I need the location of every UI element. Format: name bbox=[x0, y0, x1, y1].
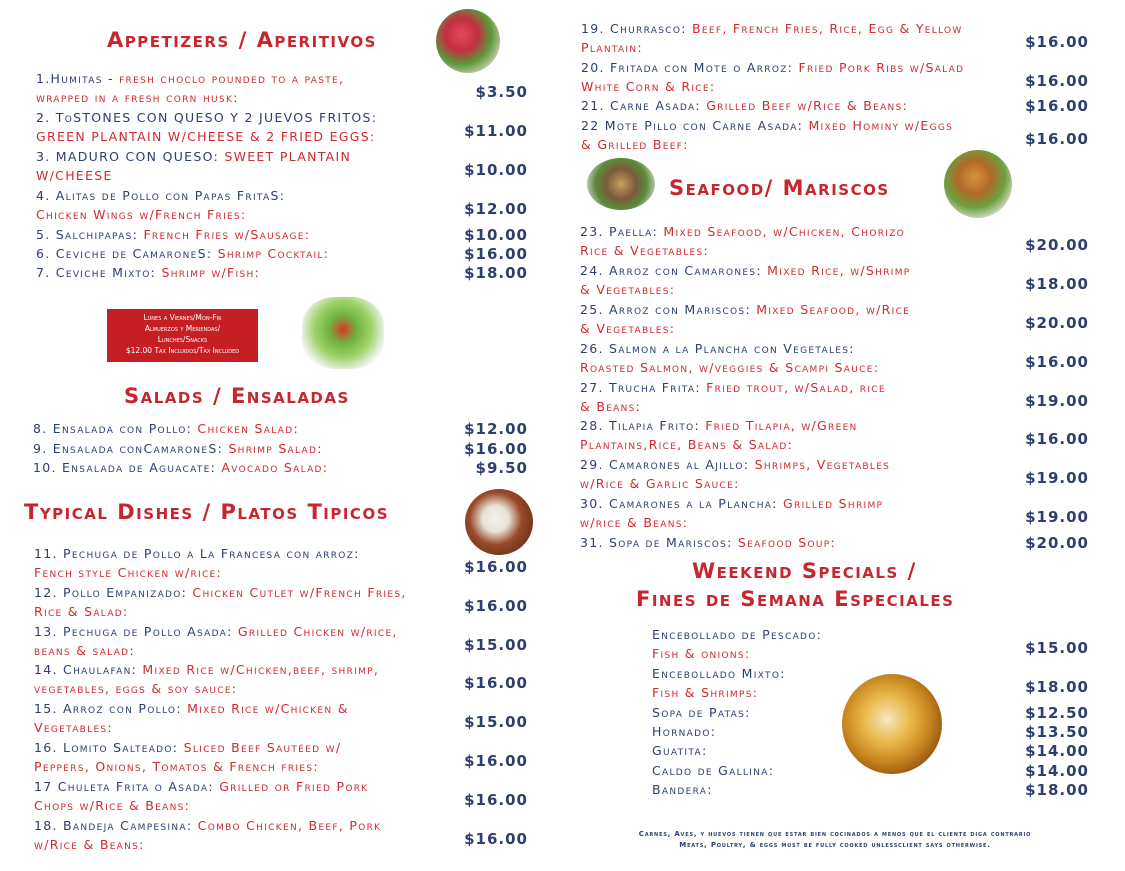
menu-item-line bbox=[580, 341, 855, 357]
item-name: 2. ToSTONES CON QUESO Y 2 JUEVOS FRITOS: bbox=[36, 110, 378, 125]
menu-item-line bbox=[581, 40, 643, 56]
item-description: Mixed Rice, w/Shrimp bbox=[767, 263, 911, 278]
appetizers-heading: Appetizers / Aperitivos bbox=[107, 28, 377, 52]
menu-item-line bbox=[36, 71, 344, 87]
item-price: $18.00 bbox=[464, 264, 528, 282]
menu-item-line bbox=[34, 585, 407, 601]
menu-item-line bbox=[580, 282, 675, 298]
item-description: Shrimp w/Fish: bbox=[161, 265, 261, 280]
item-description: & Vegetables: bbox=[580, 321, 676, 336]
menu-item-line bbox=[652, 627, 822, 643]
item-price: $19.00 bbox=[1025, 468, 1089, 487]
menu-item-line bbox=[36, 188, 285, 204]
menu-item-line bbox=[36, 207, 247, 223]
item-name: 17 Chuleta Frita o Asada: bbox=[34, 779, 220, 794]
item-description: GREEN PLANTAIN W/CHEESE & 2 FRIED EGGS: bbox=[36, 129, 376, 144]
lunch-line-4: $12.00 Tax Incluidos/Tax Included bbox=[125, 346, 240, 355]
menu-item-line bbox=[34, 701, 349, 717]
menu-item-line bbox=[33, 441, 323, 457]
item-description: Fench style Chicken w/rice: bbox=[34, 565, 223, 580]
item-description: White Corn & Rice: bbox=[581, 79, 716, 94]
item-description: Shrimp Cocktail: bbox=[217, 246, 330, 261]
item-name: 6. Ceviche de CamaroneS: bbox=[36, 246, 218, 261]
footnote-english: Meats, Poultry, & eggs must be fully cooked unlessclient says otherwise. bbox=[679, 841, 991, 849]
item-name: Caldo de Gallina: bbox=[652, 763, 775, 778]
item-price: $16.00 bbox=[464, 673, 528, 692]
menu-item-line bbox=[34, 720, 113, 736]
item-name: 5. Salchipapas: bbox=[36, 227, 144, 242]
menu-item-line bbox=[34, 837, 145, 853]
item-price: $16.00 bbox=[1025, 429, 1089, 448]
item-price: $14.00 bbox=[1025, 762, 1089, 780]
item-price: $16.00 bbox=[464, 751, 528, 770]
weekend-heading-2: Fines de Semana Especiales bbox=[636, 587, 955, 611]
item-price: $14.00 bbox=[1025, 742, 1089, 760]
menu-item-line bbox=[652, 782, 713, 798]
item-description: Vegetables: bbox=[34, 720, 113, 735]
item-description: Fried trout, w/Salad, rice bbox=[706, 380, 886, 395]
item-name: 11. Pechuga de Pollo a La Francesa con arroz: bbox=[34, 546, 360, 561]
menu-item-line bbox=[34, 662, 379, 678]
item-description: Roasted Salmon, w/veggies & Scampi Sauce: bbox=[580, 360, 880, 375]
item-name: Guatita: bbox=[652, 743, 708, 758]
item-description: Rice & Salad: bbox=[34, 604, 129, 619]
menu-item-line bbox=[580, 321, 675, 337]
menu-item-line bbox=[36, 149, 351, 165]
item-price: $15.00 bbox=[464, 712, 528, 731]
item-description: Chicken Wings w/French Fries: bbox=[36, 207, 247, 222]
menu-item-line bbox=[36, 246, 329, 262]
item-price: $20.00 bbox=[1025, 534, 1089, 552]
item-name: 28. Tilapia Frito: bbox=[580, 418, 706, 433]
menu-item-line bbox=[581, 137, 689, 153]
soup-photo bbox=[842, 674, 942, 774]
typical-dishes-heading: Typical Dishes / Platos Tipicos bbox=[24, 500, 389, 524]
item-name: 12. Pollo Empanizado: bbox=[34, 585, 193, 600]
item-price: $19.00 bbox=[1025, 507, 1089, 526]
item-price: $15.00 bbox=[464, 635, 528, 654]
item-price: $13.50 bbox=[1025, 723, 1089, 741]
item-name: 21. Carne Asada: bbox=[581, 98, 707, 113]
item-price: $18.00 bbox=[1025, 781, 1089, 799]
item-name: 9. Ensalada conCamaroneS: bbox=[33, 441, 229, 456]
item-description: Peppers, Onions, Tomatos & French fries: bbox=[34, 759, 319, 774]
item-description: Avocado Salad: bbox=[221, 460, 329, 475]
item-description: Mixed Rice w/Chicken,beef, shrimp, bbox=[142, 662, 380, 677]
item-description: Grilled or Fried Pork bbox=[219, 779, 369, 794]
item-name: 20. Fritada con Mote o Arroz: bbox=[581, 60, 799, 75]
menu-item-line bbox=[34, 604, 129, 620]
menu-item-line bbox=[580, 302, 910, 318]
item-price: $16.00 bbox=[1025, 97, 1089, 115]
menu-item-line bbox=[34, 798, 190, 814]
appetizer-photo bbox=[436, 9, 500, 73]
lunch-line-3: Lunches/Snacks bbox=[157, 335, 208, 344]
item-price: $16.00 bbox=[1025, 71, 1089, 90]
menu-item-line bbox=[652, 724, 716, 740]
menu-item-line bbox=[580, 437, 793, 453]
item-description: Fried Tilapia, w/Green bbox=[705, 418, 858, 433]
item-price: $16.00 bbox=[464, 557, 528, 576]
menu-item-line bbox=[580, 399, 641, 415]
item-description: & Beans: bbox=[580, 399, 642, 414]
seafood-photo-left bbox=[587, 158, 655, 210]
seafood-photo-right bbox=[944, 150, 1012, 218]
item-description: Grilled Shrimp bbox=[783, 496, 884, 511]
item-description: w/Rice & Garlic Sauce: bbox=[580, 476, 740, 491]
item-description: Mixed Hominy w/Eggs bbox=[808, 118, 954, 133]
item-description: Plantain: bbox=[581, 40, 643, 55]
item-price: $9.50 bbox=[475, 459, 528, 477]
item-name: Hornado: bbox=[652, 724, 717, 739]
item-description: & Grilled Beef: bbox=[581, 137, 689, 152]
menu-item-line bbox=[580, 515, 688, 531]
menu-item-line bbox=[34, 681, 237, 697]
item-name: 10. Ensalada de Aguacate: bbox=[33, 460, 222, 475]
item-description: Combo Chicken, Beef, Pork bbox=[197, 818, 382, 833]
item-price: $12.00 bbox=[464, 199, 528, 218]
item-description: & Vegetables: bbox=[580, 282, 676, 297]
item-name: 31. Sopa de Mariscos: bbox=[580, 535, 738, 550]
menu-item-line bbox=[580, 496, 883, 512]
menu-item-line bbox=[580, 380, 886, 396]
menu-item-line bbox=[36, 90, 239, 106]
menu-item-line bbox=[581, 79, 715, 95]
item-name: Sopa de Patas: bbox=[652, 705, 751, 720]
menu-item-line bbox=[34, 565, 222, 581]
item-description: Fish & onions: bbox=[652, 646, 751, 661]
item-description: Chicken Salad: bbox=[197, 421, 299, 436]
item-price: $11.00 bbox=[464, 121, 528, 140]
item-description: Mixed Seafood, w/Rice bbox=[756, 302, 911, 317]
item-price: $10.00 bbox=[464, 160, 528, 179]
item-name: 1.Humitas - bbox=[36, 71, 120, 86]
menu-item-line bbox=[34, 759, 319, 775]
item-price: $18.00 bbox=[1025, 677, 1089, 696]
item-description: Rice & Vegetables: bbox=[580, 243, 710, 258]
item-description: W/CHEESE bbox=[36, 168, 113, 183]
item-price: $12.00 bbox=[464, 420, 528, 438]
item-price: $3.50 bbox=[475, 82, 528, 101]
item-description: Chops w/Rice & Beans: bbox=[34, 798, 191, 813]
item-price: $10.00 bbox=[464, 226, 528, 244]
item-price: $12.50 bbox=[1025, 704, 1089, 722]
menu-item-line bbox=[581, 60, 964, 76]
item-name: 14. Chaulafan: bbox=[34, 662, 143, 677]
menu-item-line bbox=[580, 243, 709, 259]
item-description: Beef, French Fries, Rice, Egg & Yellow bbox=[692, 21, 963, 36]
lunch-special-box bbox=[107, 309, 258, 362]
menu-item-line bbox=[36, 129, 376, 145]
item-price: $16.00 bbox=[1025, 32, 1089, 51]
item-price: $16.00 bbox=[464, 440, 528, 458]
item-description: Seafood Soup: bbox=[737, 535, 837, 550]
menu-item-line bbox=[580, 535, 836, 551]
menu-item-line bbox=[580, 224, 905, 240]
item-description: vegetables, eggs & soy sauce: bbox=[34, 681, 238, 696]
item-price: $16.00 bbox=[464, 245, 528, 263]
item-name: 27. Trucha Frita: bbox=[580, 380, 707, 395]
item-price: $20.00 bbox=[1025, 313, 1089, 332]
weekend-heading-1: Weekend Specials / bbox=[692, 559, 917, 583]
lunch-line-2: Almuerzos y Meriendas/ bbox=[144, 324, 221, 333]
item-price: $20.00 bbox=[1025, 235, 1089, 254]
item-name: Encebollado Mixto: bbox=[652, 666, 786, 681]
menu-item-line bbox=[652, 705, 751, 721]
item-description: beans & salad: bbox=[34, 643, 135, 658]
menu-item-line bbox=[34, 624, 398, 640]
item-description: Shrimps, Vegetables bbox=[754, 457, 891, 472]
item-description: Plantains,Rice, Beans & Salad: bbox=[580, 437, 794, 452]
item-price: $16.00 bbox=[464, 790, 528, 809]
lunch-line-1: Lunes a Viernes/Mon-Fri bbox=[143, 313, 222, 322]
menu-item-line bbox=[36, 265, 260, 281]
item-price: $18.00 bbox=[1025, 274, 1089, 293]
item-description: Shrimp Salad: bbox=[228, 441, 323, 456]
menu-item-line bbox=[652, 646, 750, 662]
item-name: 22 Mote Pillo con Carne Asada: bbox=[581, 118, 809, 133]
item-name: 23. Paella: bbox=[580, 224, 664, 239]
menu-item-line bbox=[36, 168, 113, 184]
item-description: SWEET PLANTAIN bbox=[224, 149, 352, 164]
menu-item-line bbox=[580, 418, 858, 434]
item-description: w/rice & Beans: bbox=[580, 515, 689, 530]
item-description: Grilled Beef w/Rice & Beans: bbox=[706, 98, 909, 113]
item-name: 7. Ceviche Mixto: bbox=[36, 265, 162, 280]
item-name: 8. Ensalada con Pollo: bbox=[33, 421, 198, 436]
menu-item-line bbox=[34, 546, 360, 562]
menu-item-line bbox=[581, 21, 963, 37]
item-description: Fried Pork Ribs w/Salad bbox=[798, 60, 965, 75]
item-name: 24. Arroz con Camarones: bbox=[580, 263, 768, 278]
menu-item-line bbox=[34, 779, 368, 795]
menu-item-line bbox=[652, 666, 786, 682]
item-price: $16.00 bbox=[1025, 129, 1089, 148]
item-name: 19. Churrasco: bbox=[581, 21, 693, 36]
menu-item-line bbox=[34, 740, 341, 756]
item-description: Mixed Seafood, w/Chicken, Chorizo bbox=[663, 224, 906, 239]
item-name: Bandera: bbox=[652, 782, 713, 797]
item-name: 16. Lomito Salteado: bbox=[34, 740, 184, 755]
item-description: fresh choclo pounded to a paste, bbox=[119, 71, 345, 86]
menu-item-line bbox=[36, 110, 377, 126]
menu-item-line bbox=[34, 818, 381, 834]
menu-item-line bbox=[36, 227, 310, 243]
menu-item-line bbox=[580, 476, 740, 492]
item-name: 29. Camarones al Ajillo: bbox=[580, 457, 755, 472]
footnote-spanish: Carnes, Aves, y huevos tienen que estar bien cocinados a menos que el cliente diga contrario bbox=[638, 830, 1032, 838]
item-description: Fish & Shrimps: bbox=[652, 685, 759, 700]
item-name: 25. Arroz con Mariscos: bbox=[580, 302, 757, 317]
menu-item-line bbox=[33, 460, 328, 476]
item-name: 26. Salmon a la Plancha con Vegetales: bbox=[580, 341, 855, 356]
menu-item-line bbox=[652, 743, 707, 759]
salads-heading: Salads / Ensaladas bbox=[124, 384, 350, 408]
menu-item-line bbox=[581, 118, 953, 134]
seafood-heading: Seafood/ Mariscos bbox=[669, 176, 890, 200]
item-price: $15.00 bbox=[1025, 638, 1089, 657]
menu-item-line bbox=[581, 98, 908, 114]
item-name: Encebollado de Pescado: bbox=[652, 627, 823, 642]
item-price: $16.00 bbox=[464, 829, 528, 848]
item-description: wrapped in a fresh corn husk: bbox=[36, 90, 239, 105]
item-price: $16.00 bbox=[1025, 352, 1089, 371]
salad-photo bbox=[302, 297, 384, 369]
item-name: 4. Alitas de Pollo con Papas FritaS: bbox=[36, 188, 286, 203]
item-description: French Fries w/Sausage: bbox=[143, 227, 311, 242]
item-name: 15. Arroz con Pollo: bbox=[34, 701, 188, 716]
menu-item-line bbox=[34, 643, 135, 659]
item-description: Mixed Rice w/Chicken & bbox=[187, 701, 349, 716]
item-name: 18. Bandeja Campesina: bbox=[34, 818, 198, 833]
item-description: Sliced Beef Sautéed w/ bbox=[183, 740, 342, 755]
menu-item-line bbox=[33, 421, 299, 437]
item-name: 3. MADURO CON QUESO: bbox=[36, 149, 225, 164]
menu-item-line bbox=[580, 457, 890, 473]
item-description: Chicken Cutlet w/French Fries, bbox=[192, 585, 407, 600]
item-name: 30. Camarones a la Plancha: bbox=[580, 496, 784, 511]
typical-dish-photo bbox=[465, 489, 533, 555]
menu-item-line bbox=[580, 263, 911, 279]
menu-item-line bbox=[580, 360, 879, 376]
item-description: w/Rice & Beans: bbox=[34, 837, 145, 852]
menu-item-line bbox=[652, 685, 758, 701]
item-price: $16.00 bbox=[464, 596, 528, 615]
item-name: 13. Pechuga de Pollo Asada: bbox=[34, 624, 238, 639]
menu-item-line bbox=[652, 763, 774, 779]
item-price: $19.00 bbox=[1025, 391, 1089, 410]
item-description: Grilled Chicken w/rice, bbox=[237, 624, 398, 639]
